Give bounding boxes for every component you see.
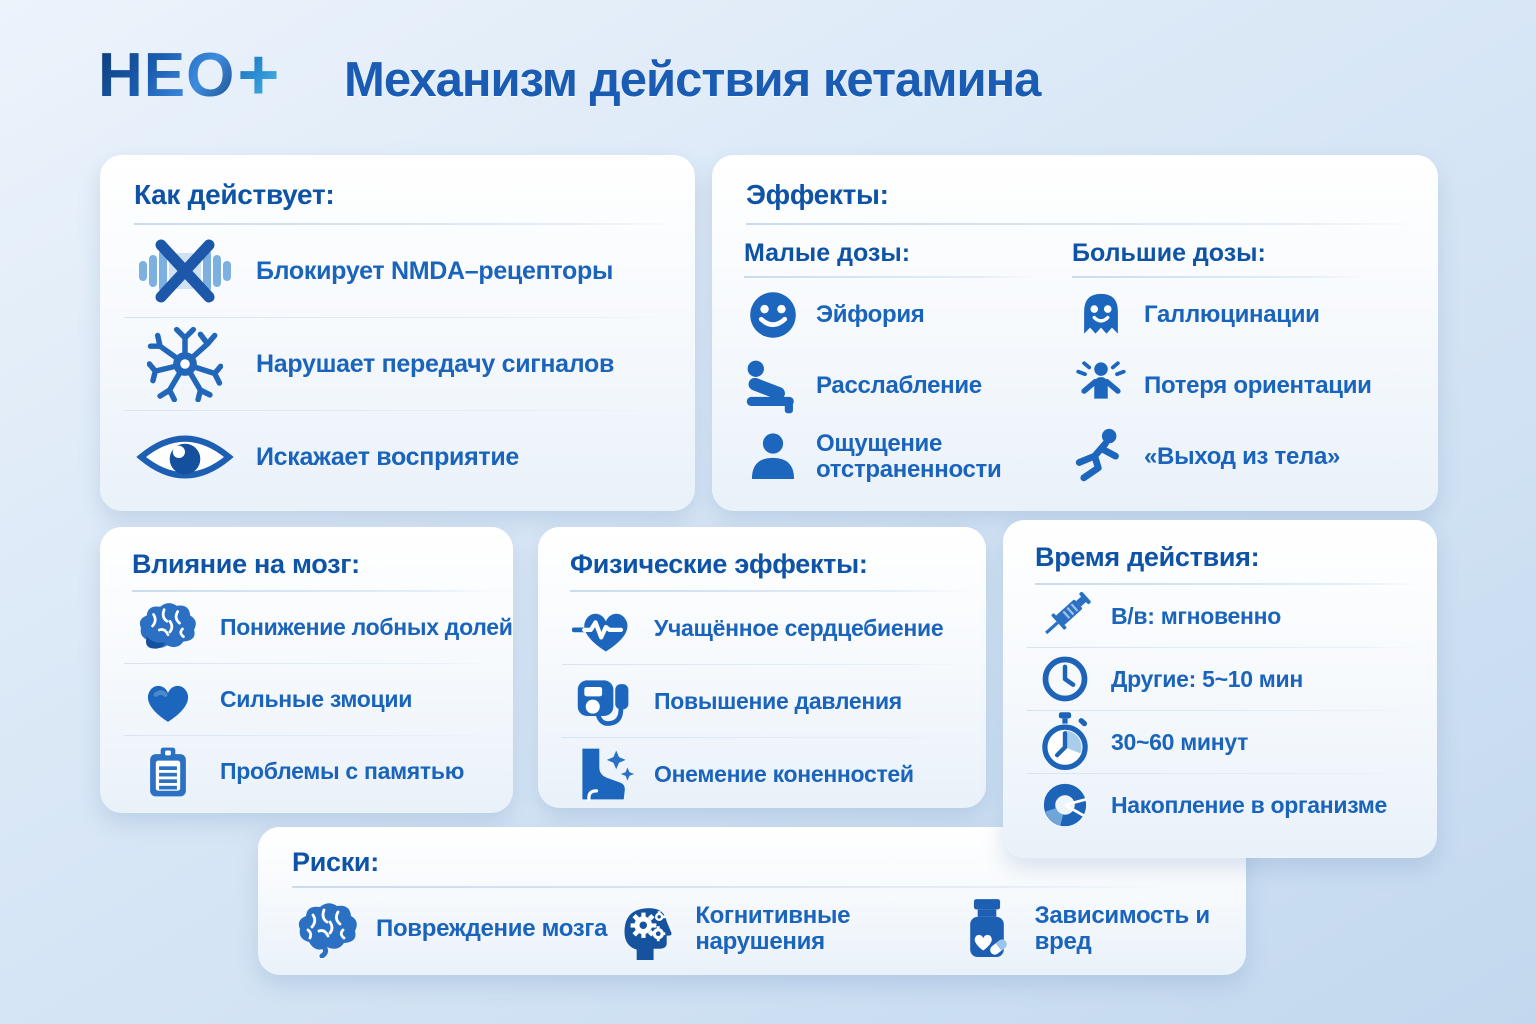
list-item (288, 900, 607, 958)
list-item (100, 736, 513, 807)
item-label: Ощущение отстраненности (816, 429, 1002, 483)
list-item (1072, 422, 1400, 491)
ghost-icon (1072, 288, 1130, 342)
item-label: Галлюцинации (1144, 300, 1320, 328)
page-title: Механизм действия кетамина (344, 53, 1041, 107)
item-label: Проблемы с памятью (220, 758, 465, 785)
list-item (1003, 648, 1437, 710)
card-time-of-action (1003, 520, 1437, 858)
item-label: Другие: 5~10 мин (1111, 665, 1303, 692)
stopwatch-icon (1029, 712, 1101, 772)
column-small-doses (744, 235, 1072, 491)
card-physical-effects (538, 527, 986, 808)
item-label: Накопление в организме (1111, 791, 1387, 818)
list-item (100, 664, 513, 735)
numb-foot-icon (562, 744, 646, 804)
item-label: «Выход из тела» (1144, 442, 1341, 470)
item-label: 30~60 минут (1111, 728, 1249, 755)
person-icon (744, 430, 802, 484)
card-title: Физические эффекты: (570, 549, 868, 579)
card-how-it-works (100, 155, 695, 511)
card-title: Эффекты: (746, 179, 889, 210)
item-label: Повреждение мозга (376, 915, 608, 943)
neuron-icon (126, 326, 244, 402)
list-item (1003, 585, 1437, 647)
divider (744, 276, 1036, 278)
card-brain-influence (100, 527, 513, 813)
heart-icon (122, 673, 214, 727)
out-of-body-icon (1072, 427, 1130, 487)
card-title: Как действует: (134, 179, 335, 210)
brain-icon (122, 600, 214, 656)
smiley-icon (744, 288, 802, 342)
logo-plus-icon: + (237, 35, 280, 116)
item-label: Сильные змоции (220, 686, 413, 713)
item-label: Повышение давления (654, 687, 902, 714)
column-title: Большие дозы: (1072, 239, 1266, 267)
list-item (744, 280, 1072, 349)
list-item (100, 411, 695, 503)
heartbeat-icon (562, 600, 646, 656)
brain-icon (288, 900, 368, 958)
divider (1072, 276, 1364, 278)
syringe-icon (1029, 587, 1101, 645)
list-item (1072, 280, 1400, 349)
list-item (947, 896, 1246, 962)
list-item (538, 738, 986, 810)
list-item (100, 225, 695, 317)
item-label: Блокирует NMDA–рецепторы (256, 256, 613, 285)
card-title: Риски: (292, 847, 379, 877)
item-label: В/в: мгновенно (1111, 602, 1281, 629)
clock-icon (1029, 653, 1101, 705)
list-item (100, 592, 513, 663)
blood-pressure-icon (562, 671, 646, 731)
disoriented-person-icon (1072, 359, 1130, 413)
list-item (1003, 774, 1437, 836)
donut-chart-icon (1029, 779, 1101, 831)
item-label: Нарушает передачу сигналов (256, 349, 615, 378)
list-item (744, 422, 1072, 491)
list-item (607, 897, 946, 961)
list-item (1003, 711, 1437, 773)
card-effects (712, 155, 1438, 511)
clipboard-icon (122, 743, 214, 801)
list-item (538, 665, 986, 737)
eye-icon (126, 425, 244, 489)
card-title: Влияние на мозг: (132, 549, 360, 579)
list-item (100, 318, 695, 410)
neo-plus-logo (98, 35, 280, 116)
item-label: Онемение коненностей (654, 760, 914, 787)
item-label: Учащённое сердцебиение (654, 614, 944, 641)
column-large-doses (1072, 235, 1400, 491)
item-label: Искажает восприятие (256, 442, 520, 471)
pill-bottle-icon (947, 896, 1027, 962)
item-label: Потеря ориентации (1144, 371, 1372, 399)
list-item (538, 592, 986, 664)
list-item (744, 351, 1072, 420)
item-label: Расслабление (816, 371, 982, 399)
card-title: Время действия: (1035, 542, 1260, 572)
receptor-blocked-icon (126, 235, 244, 307)
item-label: Эйфория (816, 300, 925, 328)
divider (746, 223, 1422, 225)
item-label: Зависимость и вред (1034, 902, 1210, 955)
logo-text: НЕО (98, 41, 236, 110)
cognitive-head-icon (607, 897, 687, 961)
item-label: Когнитивные нарушения (695, 902, 851, 955)
item-label: Понижение лобных долей (220, 614, 513, 641)
list-item (1072, 351, 1400, 420)
column-title: Малые дозы: (744, 239, 911, 267)
relaxing-person-icon (744, 357, 802, 415)
